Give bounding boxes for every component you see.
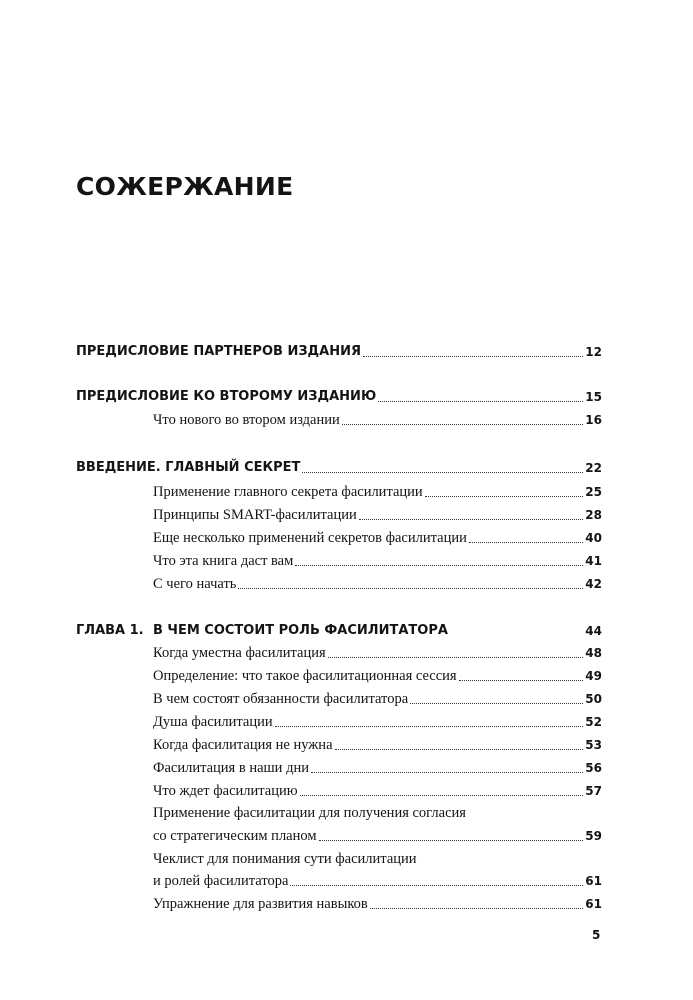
toc-page-number: 22 [585,461,602,475]
toc-page-number: 12 [585,345,602,359]
dot-leader [311,772,583,773]
toc-entry-label: ПРЕДИСЛОВИЕ КО ВТОРОМУ ИЗДАНИЮ [76,389,377,404]
dot-leader [319,840,584,841]
toc-entry-label: и ролей фасилитатора [153,873,289,889]
dot-leader [378,401,583,402]
toc-page-number: 59 [585,829,602,843]
toc-entry-label: Чеклист для понимания сути фасилитации [153,851,417,867]
dot-leader [295,565,583,566]
toc-entry-label: ВВЕДЕНИЕ. ГЛАВНЫЙ СЕКРЕТ [76,460,301,475]
toc-entry-label: Упражнение для развития навыков [153,896,368,912]
toc-entry-label: со стратегическим планом [153,828,317,844]
toc-entry-first-line[interactable] [153,845,602,867]
toc-page-number: 41 [585,554,602,568]
toc-page-number: 48 [585,646,602,660]
toc-page-number: 49 [585,669,602,683]
toc-entry-label: В чем состоят обязанности фасилитатора [153,691,409,707]
chapter-number: ГЛАВА 1. [76,623,144,638]
toc-page-number: 15 [585,390,602,404]
dot-leader [459,680,584,681]
toc-entry-label: Применение фасилитации для получения согласия [153,805,466,821]
toc-entry[interactable] [153,890,602,912]
toc-entry-label: Применение главного секрета фасилитации [153,484,423,500]
toc-entry-label: ПРЕДИСЛОВИЕ ПАРТНЕРОВ ИЗДАНИЯ [76,344,361,359]
chapter-title: В ЧЕМ СОСТОИТ РОЛЬ ФАСИЛИТАТОРА [153,623,448,638]
toc-page-number: 52 [585,715,602,729]
toc-chapter-1-heading[interactable] [76,617,602,639]
toc-entry-whats-new[interactable] [153,406,602,428]
toc-entry[interactable] [153,547,602,569]
toc-entry[interactable] [153,524,602,546]
toc-page-number: 25 [585,485,602,499]
toc-entry-label: Что эта книга даст вам [153,553,294,569]
toc-page-number: 40 [585,531,602,545]
toc-entry-introduction[interactable] [76,454,602,476]
toc-entry[interactable] [153,777,602,799]
toc-entry[interactable] [153,731,602,753]
toc-page-number: 53 [585,738,602,752]
dot-leader [425,496,584,497]
toc-entry-label: Когда фасилитация не нужна [153,737,333,753]
dot-leader [410,703,583,704]
toc-entry[interactable] [153,685,602,707]
toc-page-number: 42 [585,577,602,591]
page-title: СОЖЕРЖАНИЕ [76,172,294,201]
toc-entry[interactable] [153,639,602,661]
toc-entry[interactable] [153,478,602,500]
toc-entry[interactable] [153,708,602,730]
toc-entry-label: Определение: что такое фасилитационная сессия [153,668,457,684]
toc-entry-label: С чего начать [153,576,237,592]
toc-entry-second-edition-preface[interactable] [76,383,602,405]
dot-leader [359,519,584,520]
table-of-contents [76,0,602,1000]
dot-leader [300,795,584,796]
toc-entry-label: Что нового во втором издании [153,412,340,428]
dot-leader [275,726,584,727]
toc-page-number: 44 [585,624,602,638]
toc-page-number: 16 [585,413,602,427]
toc-entry-label: Фасилитация в наши дни [153,760,309,776]
dot-leader [238,588,583,589]
dot-leader [342,424,584,425]
toc-page-number: 61 [585,874,602,888]
dot-leader [335,749,584,750]
dot-leader [328,657,584,658]
dot-leader [290,885,583,886]
dot-leader [370,908,584,909]
toc-page-number: 50 [585,692,602,706]
toc-entry[interactable] [153,570,602,592]
toc-entry[interactable] [153,822,602,844]
toc-page-number: 61 [585,897,602,911]
toc-page-number: 56 [585,761,602,775]
folio-page-number: 5 [592,928,601,942]
dot-leader [469,542,583,543]
toc-entry[interactable] [153,867,602,889]
toc-entry-label: Принципы SMART-фасилитации [153,507,357,523]
toc-entry[interactable] [153,754,602,776]
toc-entry[interactable] [153,501,602,523]
toc-page-number: 57 [585,784,602,798]
toc-entry-partners-preface[interactable] [76,338,602,360]
toc-page-number: 28 [585,508,602,522]
toc-entry-label: Что ждет фасилитацию [153,783,298,799]
toc-entry-label: Душа фасилитации [153,714,273,730]
toc-entry[interactable] [153,662,602,684]
toc-entry-label: Когда уместна фасилитация [153,645,326,661]
dot-leader [363,356,583,357]
dot-leader [302,472,583,473]
toc-entry-label: Еще несколько применений секретов фасилитации [153,530,467,546]
toc-entry-first-line[interactable] [153,799,602,821]
